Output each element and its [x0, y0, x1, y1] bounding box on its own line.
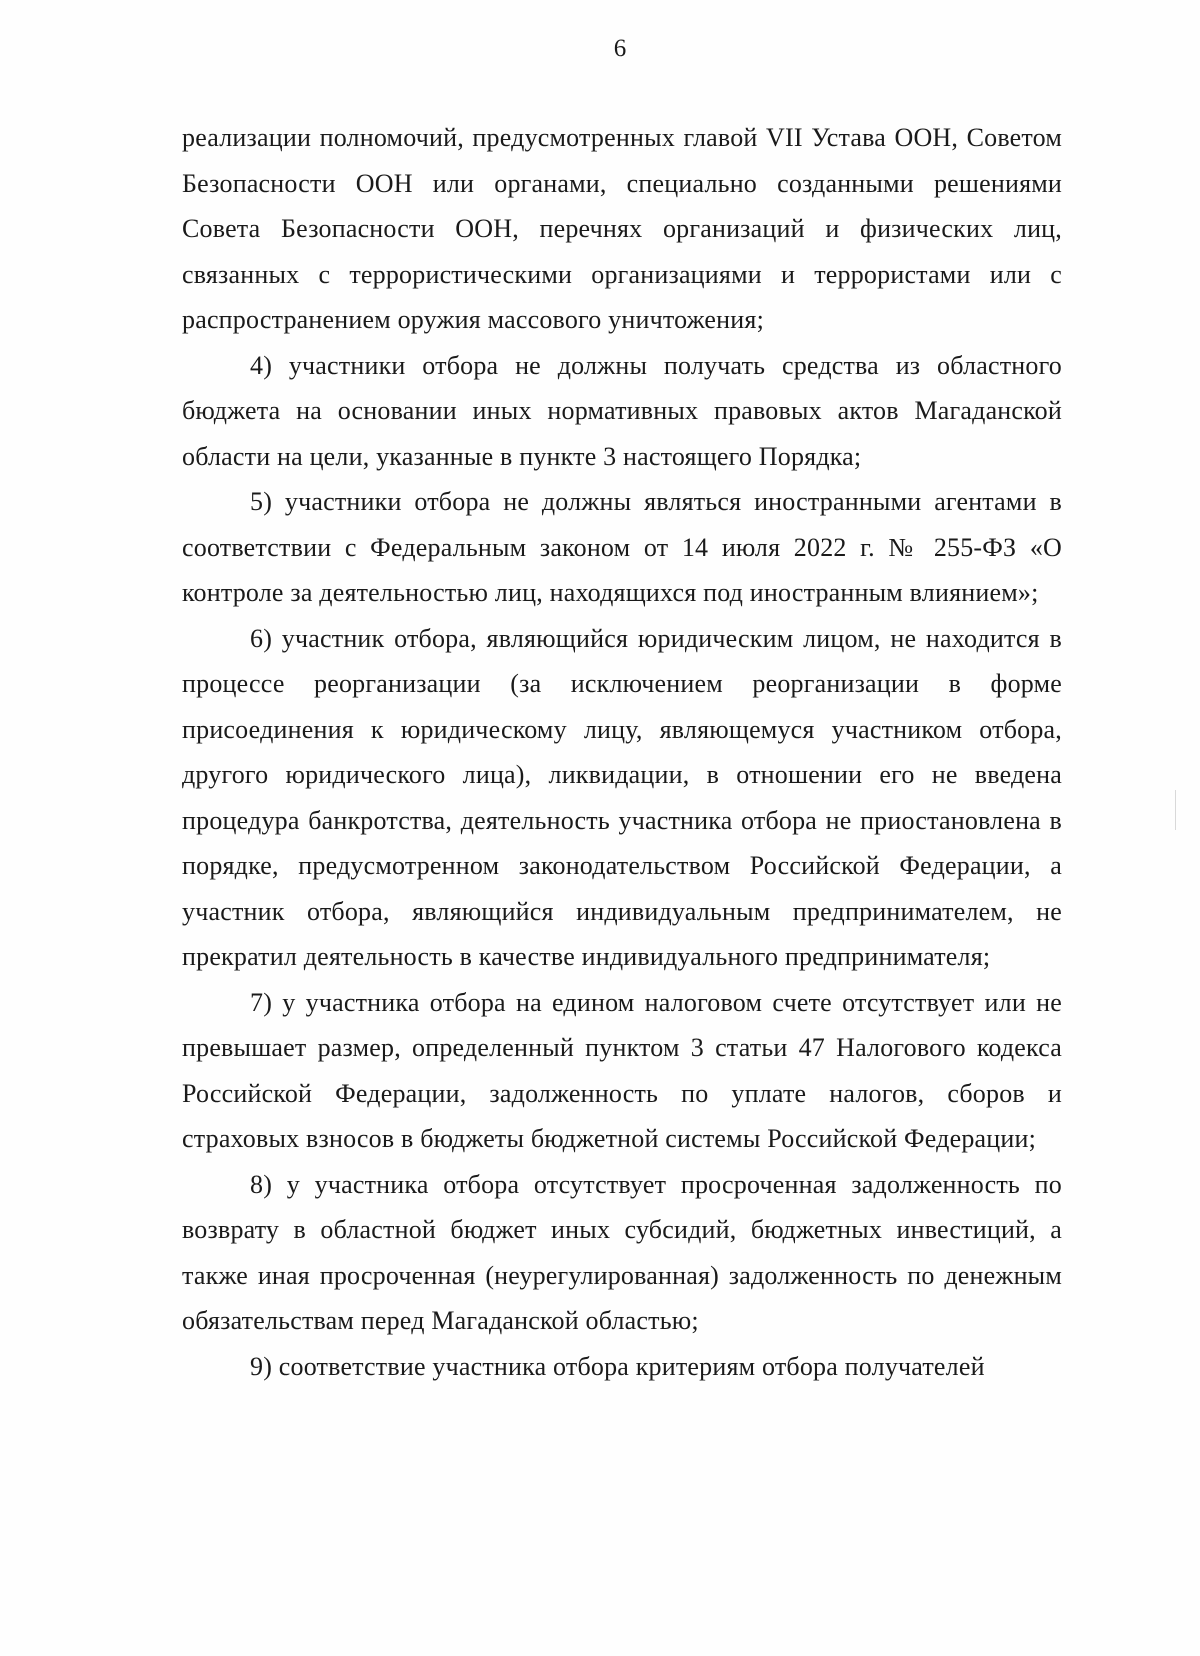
paragraph-item-7: 7) у участника отбора на едином налоговом счете отсутствует или не превышает размер, определенный пунктом 3 статьи 47 Налогового кодекса Российской Федерации, задолженность по уплате налогов, сборов и страховых взносов в бюджеты бюджетной системы Российской Федерации;	[182, 987, 1062, 1153]
scan-edge-mark	[1175, 790, 1176, 830]
paragraph-item-9: 9) соответствие участника отбора критериям отбора получателей	[250, 1351, 985, 1381]
paragraph-item-5: 5) участники отбора не должны являться иностранными агентами в соответствии с Федеральным законом от 14 июля 2022 г. № 255-ФЗ «О контроле за деятельностью лиц, находящихся под иностранным влиянием»;	[182, 487, 1062, 607]
paragraph-continuation: реализации полномочий, предусмотренных главой VII Устава ООН, Советом Безопасности ООН или органами, специально созданными решениями Совета Безопасности ООН, перечнях организаций и физических лиц, связанных с террористическими организациями и террористами или с распространением оружия массового уничтожения;	[182, 123, 1062, 334]
paragraph-item-6: 6) участник отбора, являющийся юридическим лицом, не находится в процессе реорганизации (за исключением реорганизации в форме присоединения к юридическому лицу, являющемуся участником отбора, другого юридического лица), ликвидации, в отношении его не введена процедура банкротства, деятельность участника отбора не приостановлена в порядке, предусмотренном законодательством Российской Федерации, а участник отбора, являющийся индивидуальным предпринимателем, не прекратил деятельность в качестве индивидуального предпринимателя;	[182, 623, 1062, 971]
document-body	[182, 115, 1062, 1389]
paragraph-item-4: 4) участники отбора не должны получать средства из областного бюджета на основании иных нормативных правовых актов Магаданской области на цели, указанные в пункте 3 настоящего Порядка;	[182, 350, 1062, 471]
paragraph-item-8: 8) у участника отбора отсутствует просроченная задолженность по возврату в областной бюджет иных субсидий, бюджетных инвестиций, а также иная просроченная (неурегулированная) задолженность по денежным обязательствам перед Магаданской областью;	[182, 1169, 1062, 1335]
page-number: 6	[613, 35, 627, 62]
